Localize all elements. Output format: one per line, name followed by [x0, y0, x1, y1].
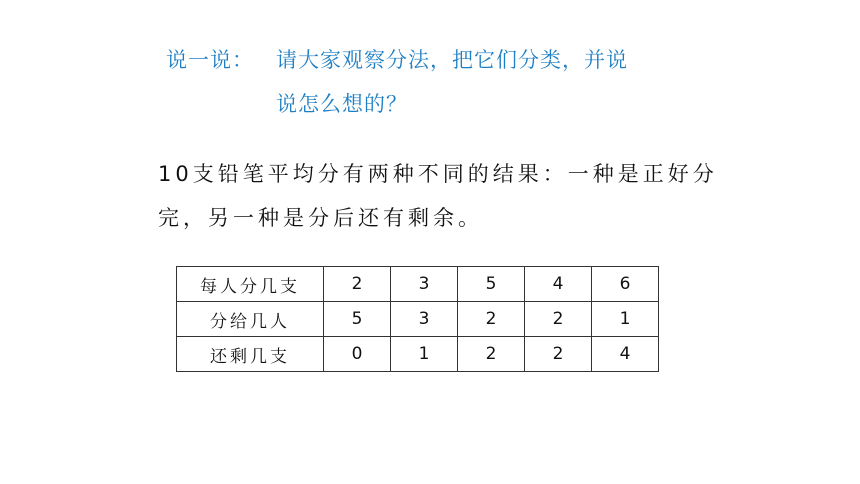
table-cell: 4 — [525, 267, 592, 302]
table-row-people — [177, 302, 659, 337]
table-cell: 2 — [458, 302, 525, 337]
prompt-question-line-2: 说怎么想的？ — [276, 92, 408, 116]
row-header: 还剩几支 — [177, 337, 324, 372]
table-row-remaining — [177, 337, 659, 372]
table-cell: 2 — [458, 337, 525, 372]
prompt-question-line-1: 请大家观察分法，把它们分类，并说 — [276, 48, 628, 72]
row-header: 每人分几支 — [177, 267, 324, 302]
table-cell: 3 — [391, 302, 458, 337]
row-header: 分给几人 — [177, 302, 324, 337]
body-text-line-2: 完，另一种是分后还有剩余。 — [158, 206, 483, 230]
pencil-distribution-table — [176, 266, 659, 372]
table-cell: 0 — [324, 337, 391, 372]
table-cell: 5 — [458, 267, 525, 302]
prompt-label: 说一说： — [166, 48, 254, 72]
table-cell: 1 — [391, 337, 458, 372]
table-cell: 1 — [592, 302, 659, 337]
table-cell: 2 — [525, 337, 592, 372]
body-text-line-1: 10支铅笔平均分有两种不同的结果：一种是正好分 — [158, 162, 718, 186]
table-cell: 4 — [592, 337, 659, 372]
table-cell: 6 — [592, 267, 659, 302]
table-cell: 2 — [324, 267, 391, 302]
table-row-per-person — [177, 267, 659, 302]
table-cell: 3 — [391, 267, 458, 302]
table-cell: 5 — [324, 302, 391, 337]
table-cell: 2 — [525, 302, 592, 337]
